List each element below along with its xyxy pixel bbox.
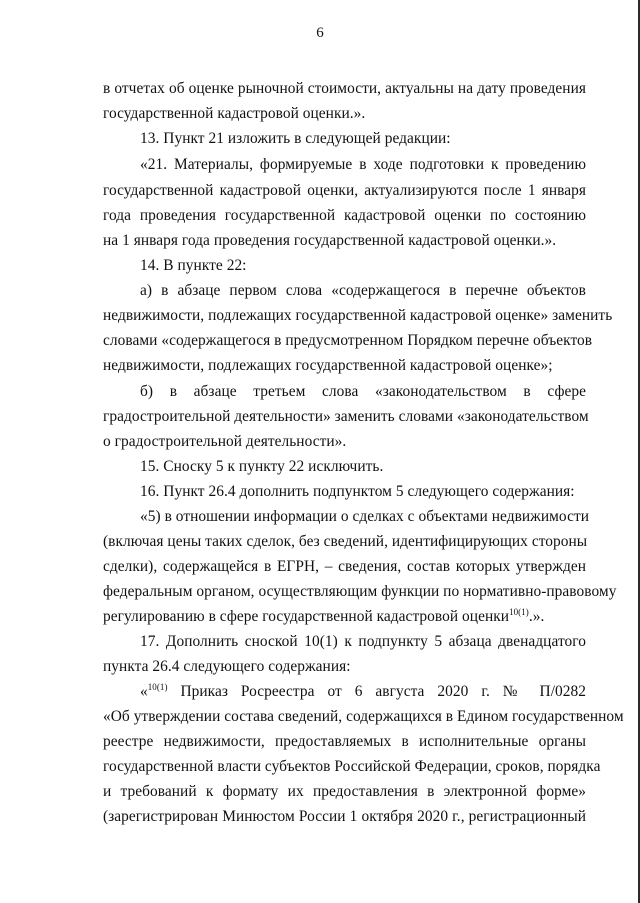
line-text: регулированию в сфере государственной кадастровой оценки [103,608,510,625]
text-line: недвижимости, подлежащих государственной кадастровой оценке» заменить [103,307,613,324]
text-line: и требований к формату их предоставления в электронной форме» [103,783,586,800]
text-line: (включая цены таких сделок, без сведений, идентифицирующих стороны [103,533,588,550]
footnote-mark: 10(1) [147,682,168,692]
text-line-with-footnote [140,682,586,702]
text-line: 16. Пункт 26.4 дополнить подпунктом 5 следующего содержания: [140,483,575,500]
text-line: 13. Пункт 21 изложить в следующей редакции: [140,130,451,147]
text-line: 17. Дополнить сноской 10(1) к подпункту 5 абзаца двенадцатого [140,633,586,650]
text-line: в отчетах об оценке рыночной стоимости, актуальны на дату проведения [103,80,586,97]
text-line: градостроительной деятельности» заменить словами «законодательством [103,408,589,425]
text-line: б) в абзаце третьем слова «законодательством в сфере [140,383,586,400]
page-number: 6 [316,25,324,41]
text-line: словами «содержащегося в предусмотренном Порядком перечне объектов [103,332,593,349]
footnote-mark: 10(1) [509,607,529,617]
line-text-tail: .». [528,608,545,625]
text-line: а) в абзаце первом слова «содержащегося в перечне объектов [140,282,586,299]
text-line: 14. В пункте 22: [140,257,247,274]
text-line: сделки), содержащейся в ЕГРН, – сведения, состав которых утвержден [103,558,586,575]
text-line: «21. Материалы, формируемые в ходе подготовки к проведению [140,156,586,173]
text-line: пункта 26.4 следующего содержания: [103,658,351,675]
text-line: года проведения государственной кадастровой оценки по состоянию [103,207,586,224]
text-line: государственной власти субъектов Российской Федерации, сроков, порядка [103,758,601,775]
text-line: о градостроительной деятельности». [103,433,347,450]
text-line: (зарегистрирован Минюстом России 1 октября 2020 г., регистрационный [103,808,586,825]
text-line: «5) в отношении информации о сделках с объектами недвижимости [140,508,590,525]
line-text-head: « [140,683,148,700]
text-line: 15. Сноску 5 к пункту 22 исключить. [140,458,384,475]
text-line: «Об утверждении состава сведений, содержащихся в Едином государственном [103,708,624,725]
text-line: недвижимости, подлежащих государственной кадастровой оценке»; [103,357,553,374]
line-text: Приказ Росреестра от 6 августа 2020 г. № П/0282 [167,683,586,700]
text-line: государственной кадастровой оценки.». [103,105,366,122]
text-line: реестре недвижимости, предоставляемых в исполнительные органы [103,733,586,750]
text-line: государственной кадастровой оценки, актуализируются после 1 января [103,182,586,199]
text-line: федеральным органом, осуществляющим функции по нормативно-правовому [103,583,617,600]
text-line: на 1 января года проведения государственной кадастровой оценки.». [103,232,557,249]
text-line-with-footnote [103,607,586,627]
